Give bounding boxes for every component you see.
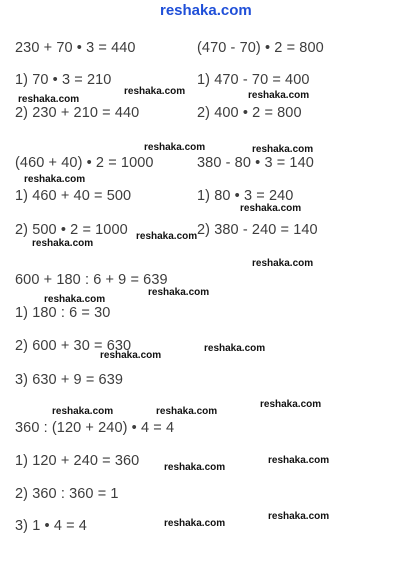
problem-2-step-2: 2) 400 • 2 = 800 [197,105,302,121]
watermark: reshaka.com [100,350,162,361]
watermark: reshaka.com [136,231,198,242]
watermark: reshaka.com [252,144,314,155]
problem-6-step-1: 1) 120 + 240 = 360 [15,453,140,469]
problem-5-expression: 600 + 180 : 6 + 9 = 639 [15,272,168,288]
watermark: reshaka.com [144,142,206,153]
watermark: reshaka.com [240,203,302,214]
watermark: reshaka.com [204,343,266,354]
watermark: reshaka.com [268,455,330,466]
watermark: reshaka.com [148,287,210,298]
watermark: reshaka.com [248,90,310,101]
problem-6-expression: 360 : (120 + 240) • 4 = 4 [15,420,175,436]
watermark: reshaka.com [52,406,114,417]
watermark: reshaka.com [44,294,106,305]
problem-4-step-2: 2) 380 - 240 = 140 [197,222,318,238]
problem-3-expression: (460 + 40) • 2 = 1000 [15,155,154,171]
watermark: reshaka.com [260,399,322,410]
problem-1-step-2: 2) 230 + 210 = 440 [15,105,140,121]
problem-1-step-1: 1) 70 • 3 = 210 [15,72,112,88]
problem-5-step-1: 1) 180 : 6 = 30 [15,305,111,321]
problem-6-step-2: 2) 360 : 360 = 1 [15,486,119,502]
watermark: reshaka.com [268,511,330,522]
site-header-watermark: reshaka.com [160,2,252,19]
watermark: reshaka.com [24,174,86,185]
watermark: reshaka.com [164,518,226,529]
watermark: reshaka.com [18,94,80,105]
problem-1-expression: 230 + 70 • 3 = 440 [15,40,136,56]
watermark: reshaka.com [252,258,314,269]
problem-3-step-2: 2) 500 • 2 = 1000 [15,222,128,238]
problem-3-step-1: 1) 460 + 40 = 500 [15,188,132,204]
problem-2-expression: (470 - 70) • 2 = 800 [197,40,324,56]
watermark: reshaka.com [156,406,218,417]
problem-5-step-2: 2) 600 + 30 = 630 [15,338,132,354]
problem-2-step-1: 1) 470 - 70 = 400 [197,72,310,88]
watermark: reshaka.com [164,462,226,473]
problem-4-expression: 380 - 80 • 3 = 140 [197,155,314,171]
problem-5-step-3: 3) 630 + 9 = 639 [15,372,124,388]
problem-6-step-3: 3) 1 • 4 = 4 [15,518,87,534]
problem-4-step-1: 1) 80 • 3 = 240 [197,188,294,204]
watermark: reshaka.com [124,86,186,97]
watermark: reshaka.com [32,238,94,249]
